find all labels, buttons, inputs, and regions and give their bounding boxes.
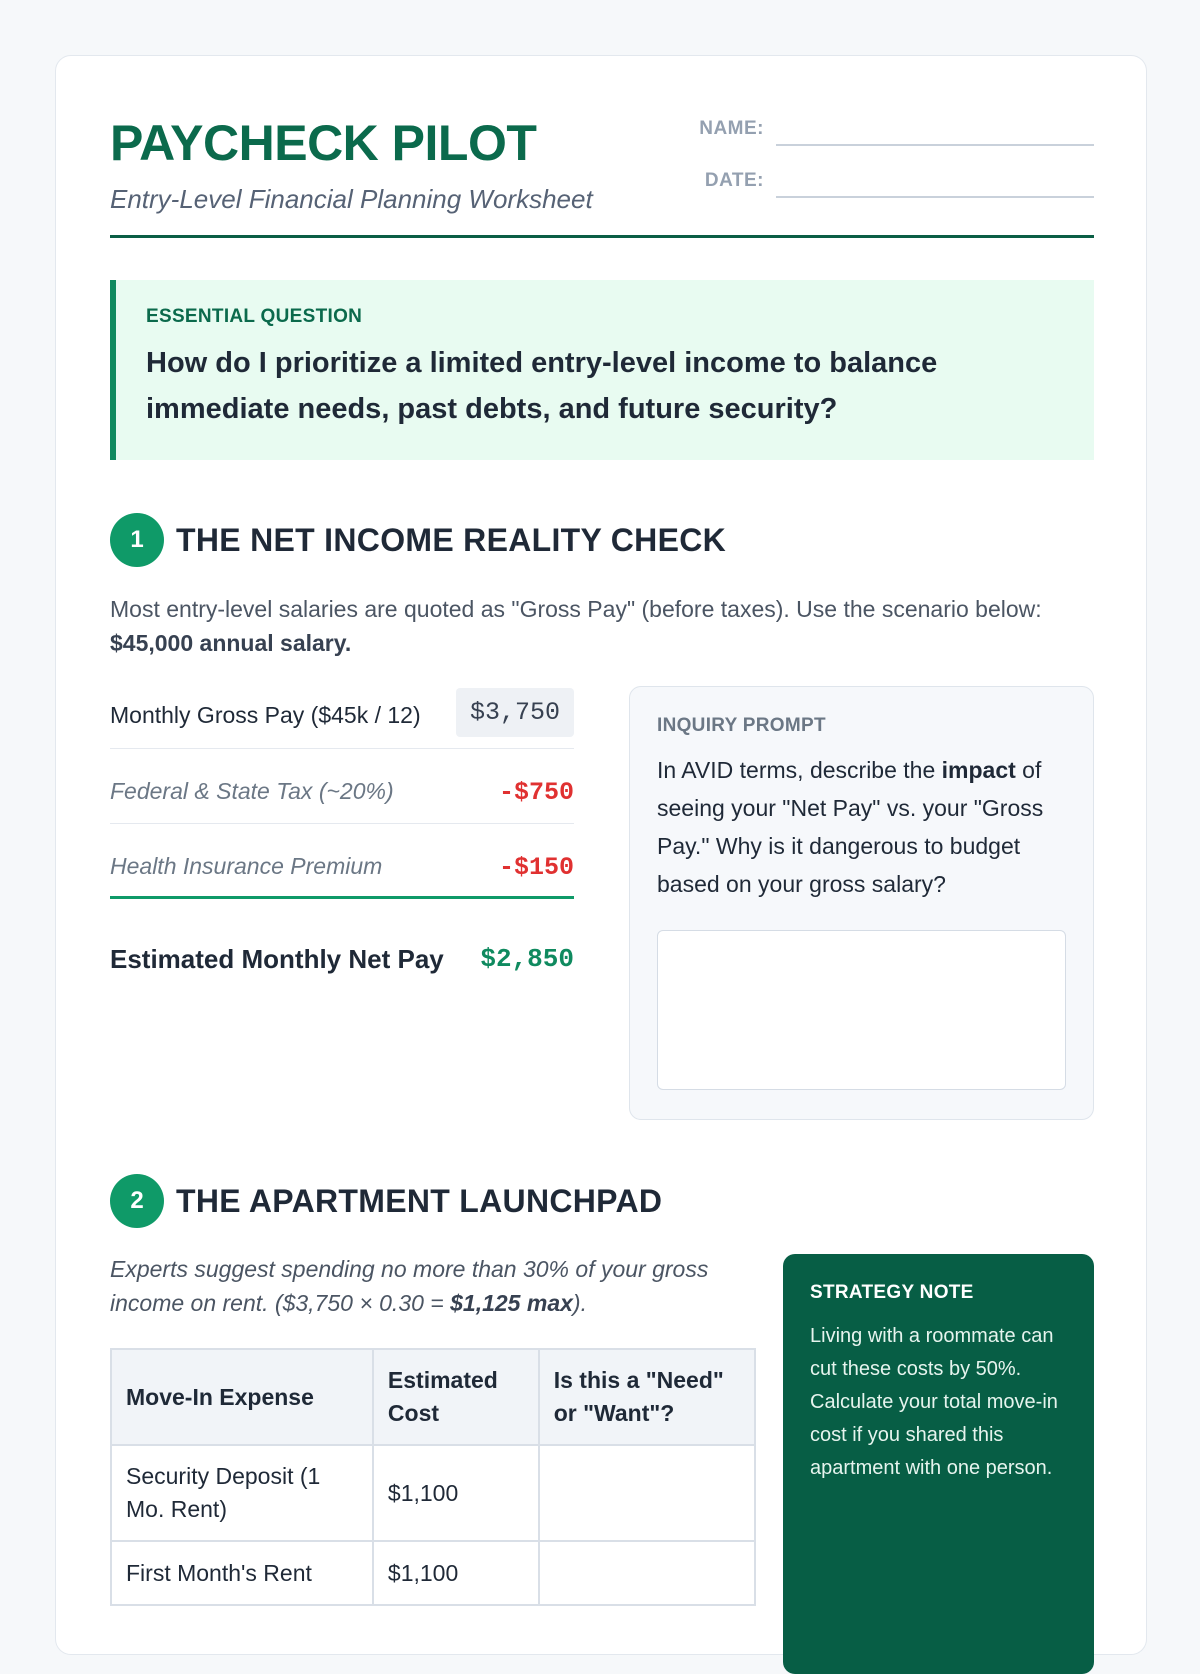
cost-cell: $1,100	[373, 1541, 539, 1605]
section-1-intro-salary: $45,000 annual salary.	[110, 630, 352, 656]
move-in-expense-table	[110, 1348, 756, 1606]
total-divider	[110, 896, 574, 899]
gross-pay-row	[110, 688, 574, 740]
need-want-answer-cell[interactable]	[539, 1445, 755, 1541]
inquiry-text-start: In AVID terms, describe the	[657, 757, 942, 783]
date-label: DATE:	[704, 170, 764, 191]
section-1-title: THE NET INCOME REALITY CHECK	[176, 522, 727, 558]
need-want-answer-cell[interactable]	[539, 1541, 755, 1605]
name-input-line[interactable]	[776, 144, 1094, 146]
column-header-cost: Estimated Cost	[373, 1349, 539, 1445]
gross-pay-label: Monthly Gross Pay ($45k / 12)	[110, 702, 421, 728]
name-label: NAME:	[699, 118, 764, 139]
deduction-label: Health Insurance Premium	[110, 853, 383, 879]
table-row	[111, 1541, 755, 1605]
expense-cell: Security Deposit (1 Mo. Rent)	[111, 1445, 373, 1541]
inquiry-text-end: of seeing your "Net Pay" vs. your "Gross Pay." Why is it dangerous to budget based on your gross salary?	[657, 757, 1044, 897]
inquiry-text-bold: impact	[941, 757, 1016, 783]
deduction-value: -$750	[498, 778, 574, 807]
net-pay-label: Estimated Monthly Net Pay	[110, 944, 444, 974]
strategy-note-text: Living with a roommate can cut these costs by 50%. Calculate your total move-in cost if you shared this apartment with one person.	[810, 1325, 1058, 1479]
worksheet-title: PAYCHECK PILOT	[110, 115, 537, 171]
table-row	[111, 1445, 755, 1541]
column-header-expense: Move-In Expense	[111, 1349, 373, 1445]
worksheet-subtitle: Entry-Level Financial Planning Worksheet	[110, 184, 593, 214]
section-2-intro-max: $1,125 max	[450, 1290, 573, 1316]
net-pay-value: $2,850	[480, 944, 574, 974]
deduction-row	[110, 853, 574, 887]
row-divider	[110, 823, 574, 824]
cost-cell: $1,100	[373, 1445, 539, 1541]
deduction-row	[110, 778, 574, 812]
net-pay-row	[110, 944, 574, 980]
inquiry-answer-box[interactable]	[657, 930, 1066, 1090]
table-header-row	[111, 1349, 755, 1445]
expense-cell: First Month's Rent	[111, 1541, 373, 1605]
section-2-intro-text: Experts suggest spending no more than 30% of your gross income on rent. ($3,750 × 0.30 =	[110, 1256, 709, 1316]
name-field-row	[694, 114, 1094, 144]
strategy-note-card	[783, 1254, 1094, 1674]
strategy-note-label: STRATEGY NOTE	[810, 1282, 974, 1303]
inquiry-prompt-label: INQUIRY PROMPT	[657, 715, 826, 736]
essential-question-text: How do I prioritize a limited entry-level income to balance immediate needs, past debts, and future security?	[146, 347, 938, 425]
section-1-intro-text: Most entry-level salaries are quoted as "Gross Pay" (before taxes). Use the scenario below:	[110, 596, 1042, 622]
section-1-number: 1	[110, 513, 164, 567]
date-field-row	[694, 166, 1094, 196]
essential-question-box	[110, 280, 1094, 460]
gross-pay-value: $3,750	[456, 688, 574, 737]
worksheet-header	[110, 114, 1094, 238]
inquiry-prompt-card	[629, 686, 1094, 1120]
section-2-intro	[110, 1252, 730, 1320]
row-divider	[110, 748, 574, 749]
date-input-line[interactable]	[776, 196, 1094, 198]
worksheet-page	[55, 55, 1147, 1655]
section-2-number: 2	[110, 1174, 164, 1228]
column-header-need-want: Is this a "Need" or "Want"?	[539, 1349, 755, 1445]
deduction-label: Federal & State Tax (~20%)	[110, 778, 394, 804]
section-2-intro-end: ).	[572, 1290, 587, 1316]
deduction-value: -$150	[498, 853, 574, 882]
section-1-intro	[110, 592, 1094, 660]
essential-question-label: ESSENTIAL QUESTION	[146, 306, 363, 327]
section-2-title: THE APARTMENT LAUNCHPAD	[176, 1183, 663, 1219]
inquiry-prompt-text	[657, 751, 1066, 903]
